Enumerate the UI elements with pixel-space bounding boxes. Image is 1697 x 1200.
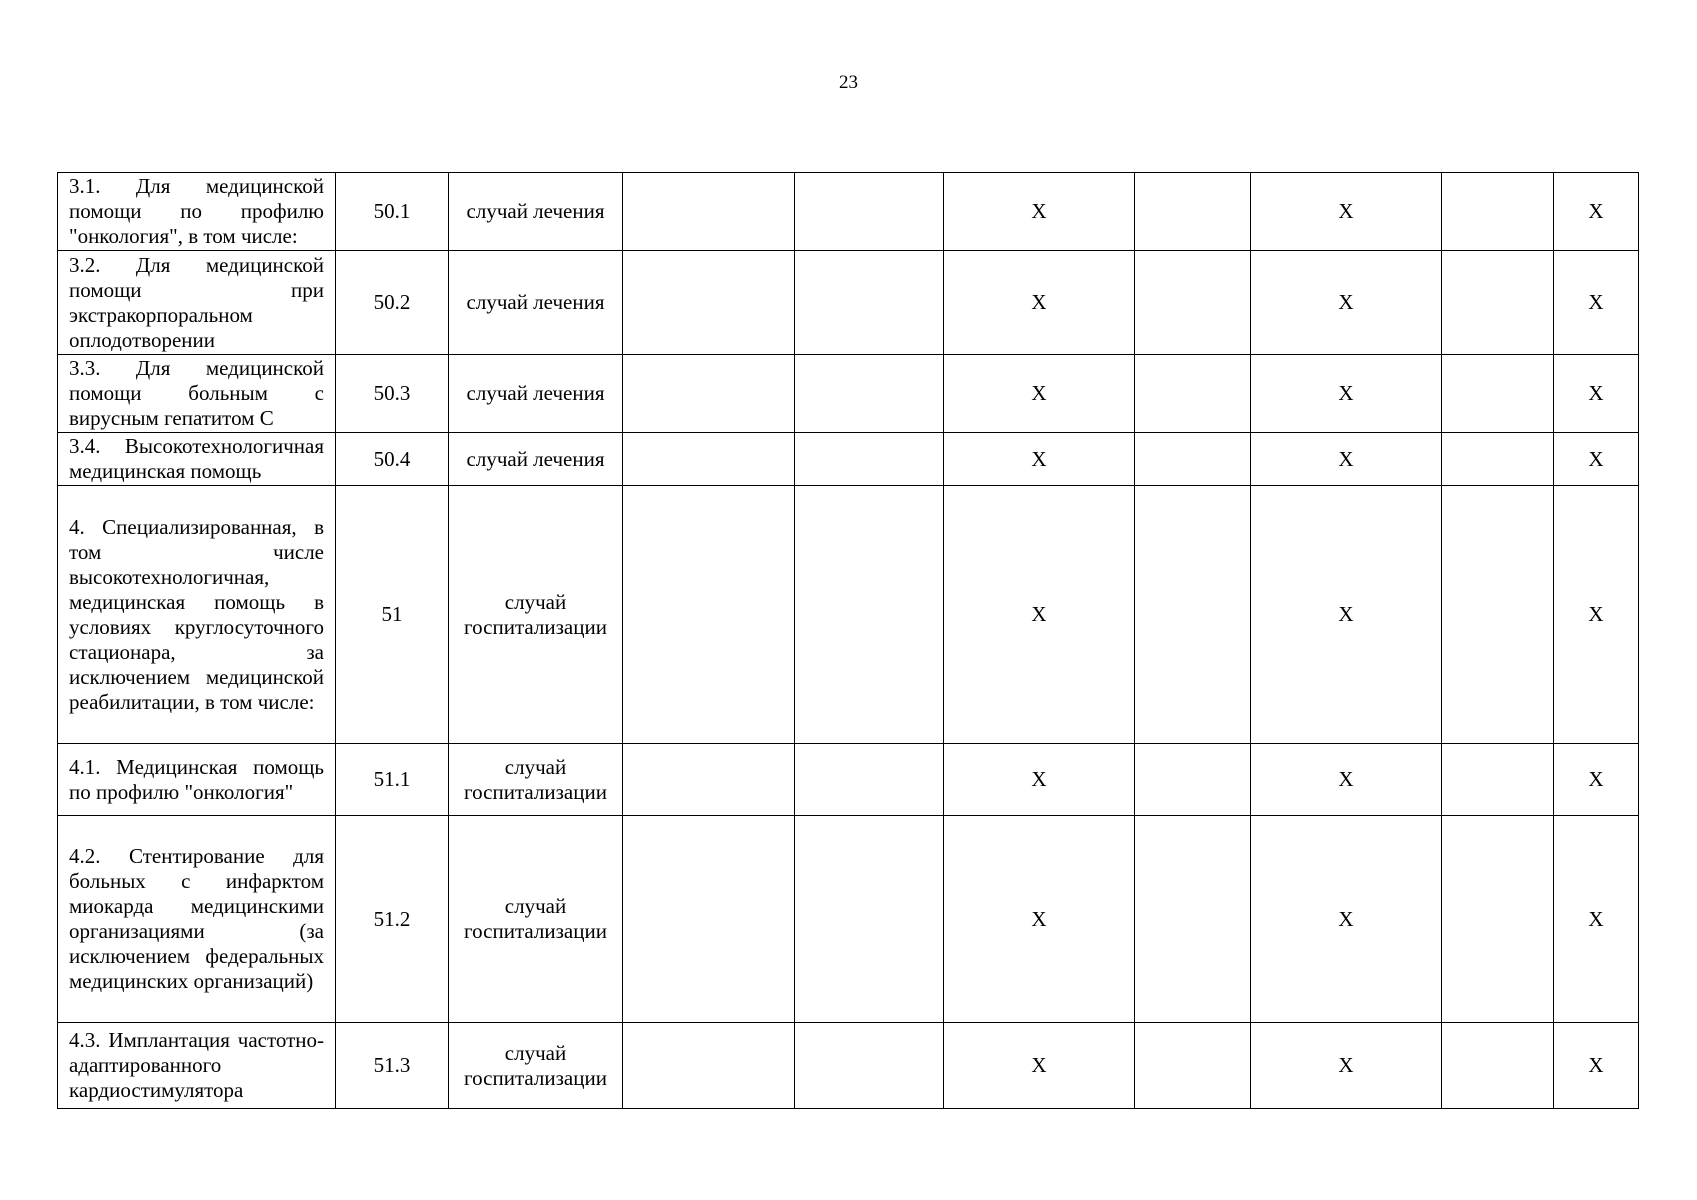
- x-mark-cell: X: [1554, 1023, 1639, 1109]
- empty-cell: [623, 486, 795, 744]
- empty-cell: [795, 486, 944, 744]
- x-mark-cell: X: [1251, 1023, 1442, 1109]
- empty-cell: [1442, 486, 1554, 744]
- x-mark-cell: X: [944, 433, 1135, 486]
- table-row: [58, 173, 1639, 251]
- x-mark-cell: X: [1251, 251, 1442, 355]
- empty-cell: [795, 744, 944, 816]
- empty-cell: [1135, 744, 1251, 816]
- empty-cell: [1135, 173, 1251, 251]
- x-mark-cell: X: [1554, 433, 1639, 486]
- x-mark-cell: X: [1554, 744, 1639, 816]
- empty-cell: [795, 251, 944, 355]
- empty-cell: [1442, 1023, 1554, 1109]
- row-code-cell: 51.1: [336, 744, 449, 816]
- row-name-cell: 3.3. Для медицинской помощи больным с вирусным гепатитом С: [58, 355, 336, 433]
- table-row: [58, 251, 1639, 355]
- empty-cell: [1442, 251, 1554, 355]
- x-mark-cell: X: [944, 355, 1135, 433]
- empty-cell: [1135, 433, 1251, 486]
- empty-cell: [1135, 1023, 1251, 1109]
- x-mark-cell: X: [944, 816, 1135, 1023]
- row-name-cell: 3.4. Высокотехнологичная медицинская помощь: [58, 433, 336, 486]
- row-code-cell: 50.1: [336, 173, 449, 251]
- row-name-cell: 3.2. Для медицинской помощи при экстракорпоральном оплодотворении: [58, 251, 336, 355]
- x-mark-cell: X: [1554, 816, 1639, 1023]
- page-number: 23: [839, 72, 858, 93]
- table-row: [58, 355, 1639, 433]
- empty-cell: [1135, 251, 1251, 355]
- row-unit-cell: случай лечения: [449, 251, 623, 355]
- empty-cell: [1442, 173, 1554, 251]
- row-name-cell: 4.1. Медицинская помощь по профилю "онкология": [58, 744, 336, 816]
- row-unit-cell: случай госпитализации: [449, 816, 623, 1023]
- empty-cell: [1442, 816, 1554, 1023]
- table-row: [58, 744, 1639, 816]
- x-mark-cell: X: [1251, 744, 1442, 816]
- row-code-cell: 51.2: [336, 816, 449, 1023]
- row-unit-cell: случай госпитализации: [449, 744, 623, 816]
- table-row: [58, 1023, 1639, 1109]
- x-mark-cell: X: [1251, 355, 1442, 433]
- empty-cell: [795, 173, 944, 251]
- row-name-cell: 4.2. Стентирование для больных с инфарктом миокарда медицинскими организациями (за исключением федеральных медицинских организаций): [58, 816, 336, 1023]
- x-mark-cell: X: [1554, 486, 1639, 744]
- empty-cell: [795, 433, 944, 486]
- empty-cell: [623, 173, 795, 251]
- row-unit-cell: случай госпитализации: [449, 1023, 623, 1109]
- empty-cell: [1442, 433, 1554, 486]
- row-unit-cell: случай лечения: [449, 355, 623, 433]
- row-code-cell: 50.3: [336, 355, 449, 433]
- row-name-cell: 4. Специализированная, в том числе высокотехнологичная, медицинская помощь в условиях круглосуточного стационара, за исключением медицинской реабилитации, в том числе:: [58, 486, 336, 744]
- x-mark-cell: X: [944, 486, 1135, 744]
- row-name-cell: 3.1. Для медицинской помощи по профилю "онкология", в том числе:: [58, 173, 336, 251]
- row-code-cell: 50.4: [336, 433, 449, 486]
- empty-cell: [795, 816, 944, 1023]
- x-mark-cell: X: [1251, 173, 1442, 251]
- empty-cell: [795, 1023, 944, 1109]
- x-mark-cell: X: [1251, 486, 1442, 744]
- table-row: [58, 433, 1639, 486]
- empty-cell: [623, 744, 795, 816]
- x-mark-cell: X: [1251, 433, 1442, 486]
- x-mark-cell: X: [944, 173, 1135, 251]
- empty-cell: [1442, 744, 1554, 816]
- row-code-cell: 50.2: [336, 251, 449, 355]
- row-unit-cell: случай лечения: [449, 433, 623, 486]
- empty-cell: [623, 355, 795, 433]
- empty-cell: [623, 251, 795, 355]
- empty-cell: [795, 355, 944, 433]
- data-table: [57, 172, 1639, 1109]
- table-row: [58, 816, 1639, 1023]
- row-code-cell: 51.3: [336, 1023, 449, 1109]
- x-mark-cell: X: [1554, 251, 1639, 355]
- x-mark-cell: X: [1251, 816, 1442, 1023]
- row-name-cell: 4.3. Имплантация частотно-адаптированного кардиостимулятора: [58, 1023, 336, 1109]
- empty-cell: [1442, 355, 1554, 433]
- row-unit-cell: случай лечения: [449, 173, 623, 251]
- empty-cell: [1135, 816, 1251, 1023]
- x-mark-cell: X: [944, 251, 1135, 355]
- empty-cell: [1135, 355, 1251, 433]
- row-code-cell: 51: [336, 486, 449, 744]
- row-unit-cell: случай госпитализации: [449, 486, 623, 744]
- empty-cell: [623, 816, 795, 1023]
- empty-cell: [623, 1023, 795, 1109]
- x-mark-cell: X: [944, 1023, 1135, 1109]
- empty-cell: [623, 433, 795, 486]
- empty-cell: [1135, 486, 1251, 744]
- table-row: [58, 486, 1639, 744]
- x-mark-cell: X: [1554, 355, 1639, 433]
- x-mark-cell: X: [1554, 173, 1639, 251]
- x-mark-cell: X: [944, 744, 1135, 816]
